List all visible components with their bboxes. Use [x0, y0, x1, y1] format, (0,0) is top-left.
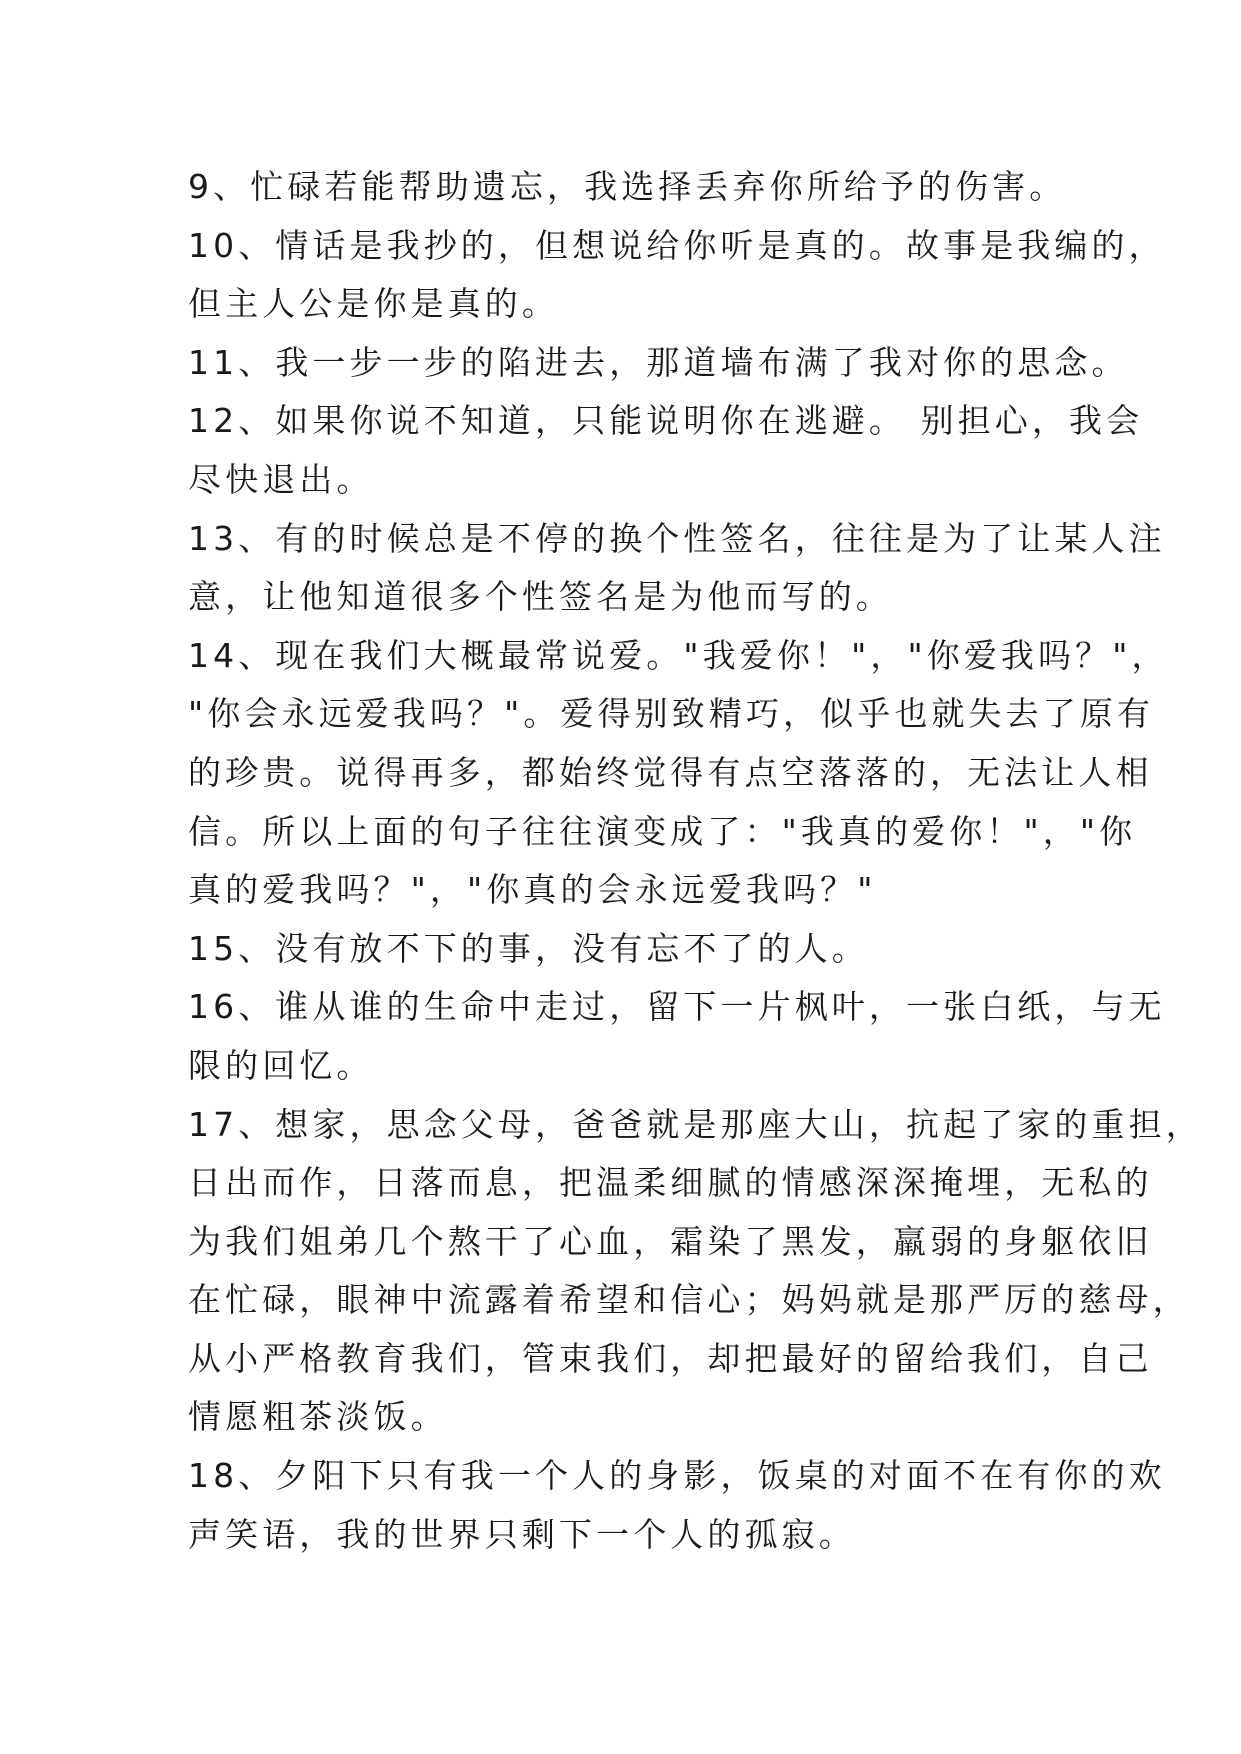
text-line: 但主人公是你是真的。: [188, 284, 559, 324]
text-line: 16、谁从谁的生命中走过，留下一片枫叶，一张白纸，与无: [188, 987, 1166, 1027]
text-line: 在忙碌，眼神中流露着希望和信心；妈妈就是那严厉的慈母，: [188, 1280, 1190, 1320]
text-line: 情愿粗茶淡饭。: [188, 1397, 448, 1437]
text-line: 真的爱我吗？"，"你真的会永远爱我吗？": [188, 870, 877, 910]
document-body: [188, 158, 1203, 1564]
text-line: 18、夕阳下只有我一个人的身影，饭桌的对面不在有你的欢: [188, 1456, 1166, 1496]
text-line: "你会永远爱我吗？"。爱得别致精巧，似乎也就失去了原有: [188, 694, 1155, 734]
text-line: 日出而作，日落而息，把温柔细腻的情感深深掩埋，无私的: [188, 1163, 1153, 1203]
text-line: 声笑语，我的世界只剩下一个人的孤寂。: [188, 1514, 856, 1554]
text-line: 意，让他知道很多个性签名是为他而写的。: [188, 577, 893, 617]
text-line: 15、没有放不下的事，没有忘不了的人。: [188, 928, 869, 968]
text-line: 的珍贵。说得再多，都始终觉得有点空落落的，无法让人相: [188, 752, 1153, 792]
text-line: 14、现在我们大概最常说爱。"我爱你！"，"你爱我吗？"，: [188, 635, 1169, 675]
text-line: 13、有的时候总是不停的换个性签名，往往是为了让某人注: [188, 518, 1166, 558]
text-line: 为我们姐弟几个熬干了心血，霜染了黑发，羸弱的身躯依旧: [188, 1221, 1153, 1261]
text-line: 尽快退出。: [188, 459, 374, 499]
text-line: 信。所以上面的句子往往演变成了："我真的爱你！"，"你: [188, 811, 1137, 851]
text-line: 限的回忆。: [188, 1045, 374, 1085]
text-line: 17、想家，思念父母，爸爸就是那座大山，抗起了家的重担，: [188, 1104, 1203, 1144]
text-line: 11、我一步一步的陷进去，那道墙布满了我对你的思念。: [188, 342, 1129, 382]
text-line: 从小严格教育我们，管束我们，却把最好的留给我们，自己: [188, 1338, 1153, 1378]
text-line: 10、情话是我抄的，但想说给你听是真的。故事是我编的，: [188, 225, 1166, 265]
text-line: 12、如果你说不知道，只能说明你在逃避。 别担心，我会: [188, 401, 1144, 441]
text-line: 9、忙碌若能帮助遗忘，我选择丢弃你所给予的伤害。: [188, 167, 1067, 206]
